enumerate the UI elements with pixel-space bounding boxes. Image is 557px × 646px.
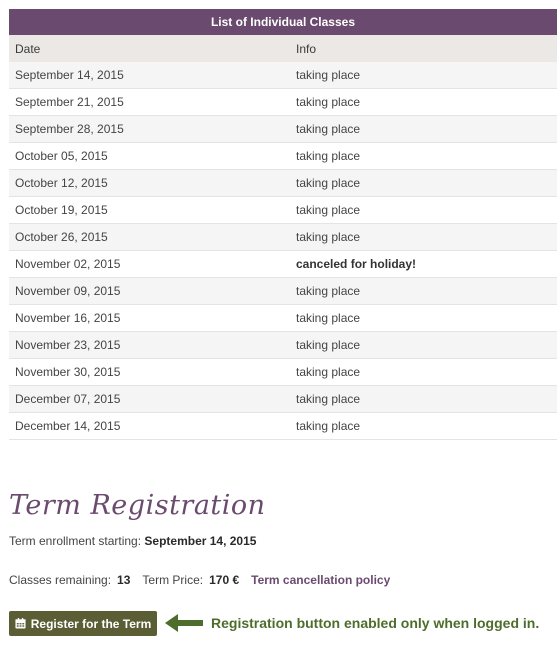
column-header-date: Date (15, 41, 41, 56)
term-info-line (9, 573, 390, 587)
row-info: taking place (296, 365, 361, 379)
row-info: taking place (296, 176, 361, 190)
table-row (9, 224, 557, 251)
row-date: November 23, 2015 (15, 338, 121, 352)
row-info: taking place (296, 230, 361, 244)
row-date: November 09, 2015 (15, 284, 121, 298)
table-row (9, 62, 557, 89)
row-date: November 02, 2015 (15, 257, 121, 271)
row-info: taking place (296, 392, 361, 406)
row-info: taking place (296, 68, 361, 82)
enrollment-label: Term enrollment starting: (9, 534, 142, 548)
classes-remaining-label: Classes remaining: (9, 573, 112, 587)
row-date: October 19, 2015 (15, 203, 108, 217)
row-date: November 30, 2015 (15, 365, 121, 379)
table-row (9, 251, 557, 278)
table-header (9, 35, 557, 62)
table-row (9, 278, 557, 305)
row-date: October 05, 2015 (15, 149, 108, 163)
table-row (9, 170, 557, 197)
row-date: December 07, 2015 (15, 392, 121, 406)
calendar-icon (15, 618, 26, 629)
row-date: October 26, 2015 (15, 230, 108, 244)
price-value: 170 € (209, 573, 240, 587)
row-date: November 16, 2015 (15, 311, 121, 325)
row-info: taking place (296, 419, 361, 433)
row-info: taking place (296, 122, 361, 136)
table-row (9, 413, 557, 440)
table-row (9, 386, 557, 413)
table-row (9, 116, 557, 143)
row-date: September 14, 2015 (15, 68, 124, 82)
annotation-text: Registration button enabled only when logged in. (211, 615, 540, 631)
row-info: taking place (296, 338, 361, 352)
row-info: taking place (296, 203, 361, 217)
row-info: taking place (296, 149, 361, 163)
table-row (9, 143, 557, 170)
table-row (9, 359, 557, 386)
section-title: Term Registration (9, 490, 266, 521)
cancellation-policy-link[interactable]: Term cancellation policy (251, 573, 391, 587)
row-info: taking place (296, 95, 361, 109)
column-header-info: Info (296, 41, 317, 56)
row-date: December 14, 2015 (15, 419, 121, 433)
register-button-label: Register for the Term (30, 616, 152, 631)
table-body (9, 62, 557, 440)
table-row (9, 197, 557, 224)
classes-remaining-value: 13 (117, 573, 131, 587)
row-info: taking place (296, 284, 361, 298)
table-row (9, 332, 557, 359)
register-button[interactable] (9, 611, 157, 636)
row-date: September 28, 2015 (15, 122, 124, 136)
row-info: canceled for holiday! (296, 257, 417, 271)
table-row (9, 89, 557, 116)
table-caption: List of Individual Classes (9, 9, 557, 35)
price-label: Term Price: (142, 573, 204, 587)
enrollment-line (9, 534, 256, 548)
arrow-left-icon (165, 612, 203, 634)
annotation (165, 612, 539, 634)
classes-table (9, 9, 557, 440)
table-row (9, 305, 557, 332)
row-date: October 12, 2015 (15, 176, 108, 190)
row-info: taking place (296, 311, 361, 325)
row-date: September 21, 2015 (15, 95, 124, 109)
enrollment-date: September 14, 2015 (144, 534, 257, 548)
